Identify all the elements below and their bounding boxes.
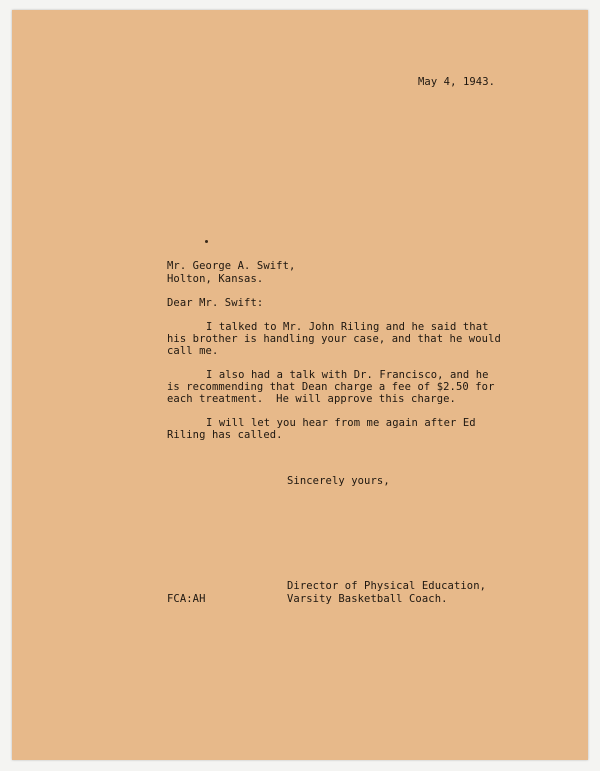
letter-page [12, 10, 588, 760]
paragraph-2-line-1: I also had a talk with Dr. Francisco, and he [206, 369, 489, 381]
closing: Sincerely yours, [287, 475, 390, 487]
signature-title-line-2: Varsity Basketball Coach. [287, 593, 448, 605]
paragraph-3-line-2: Riling has called. [167, 429, 283, 441]
reference-initials: FCA:AH [167, 593, 206, 605]
recipient-location: Holton, Kansas. [167, 273, 264, 285]
recipient-name: Mr. George A. Swift, [167, 260, 296, 272]
paragraph-1-line-3: call me. [167, 345, 219, 357]
letter-date: May 4, 1943. [418, 76, 496, 88]
paragraph-2-line-2: is recommending that Dean charge a fee of $2.50 for [167, 381, 495, 393]
salutation: Dear Mr. Swift: [167, 297, 264, 309]
ink-speck [205, 240, 208, 243]
paragraph-1-line-2: his brother is handling your case, and that he would [167, 333, 501, 345]
paragraph-3-line-1: I will let you hear from me again after Ed [206, 417, 476, 429]
signature-title-line-1: Director of Physical Education, [287, 580, 487, 592]
paragraph-2-line-3: each treatment. He will approve this charge. [167, 393, 456, 405]
paragraph-1-line-1: I talked to Mr. John Riling and he said that [206, 321, 489, 333]
